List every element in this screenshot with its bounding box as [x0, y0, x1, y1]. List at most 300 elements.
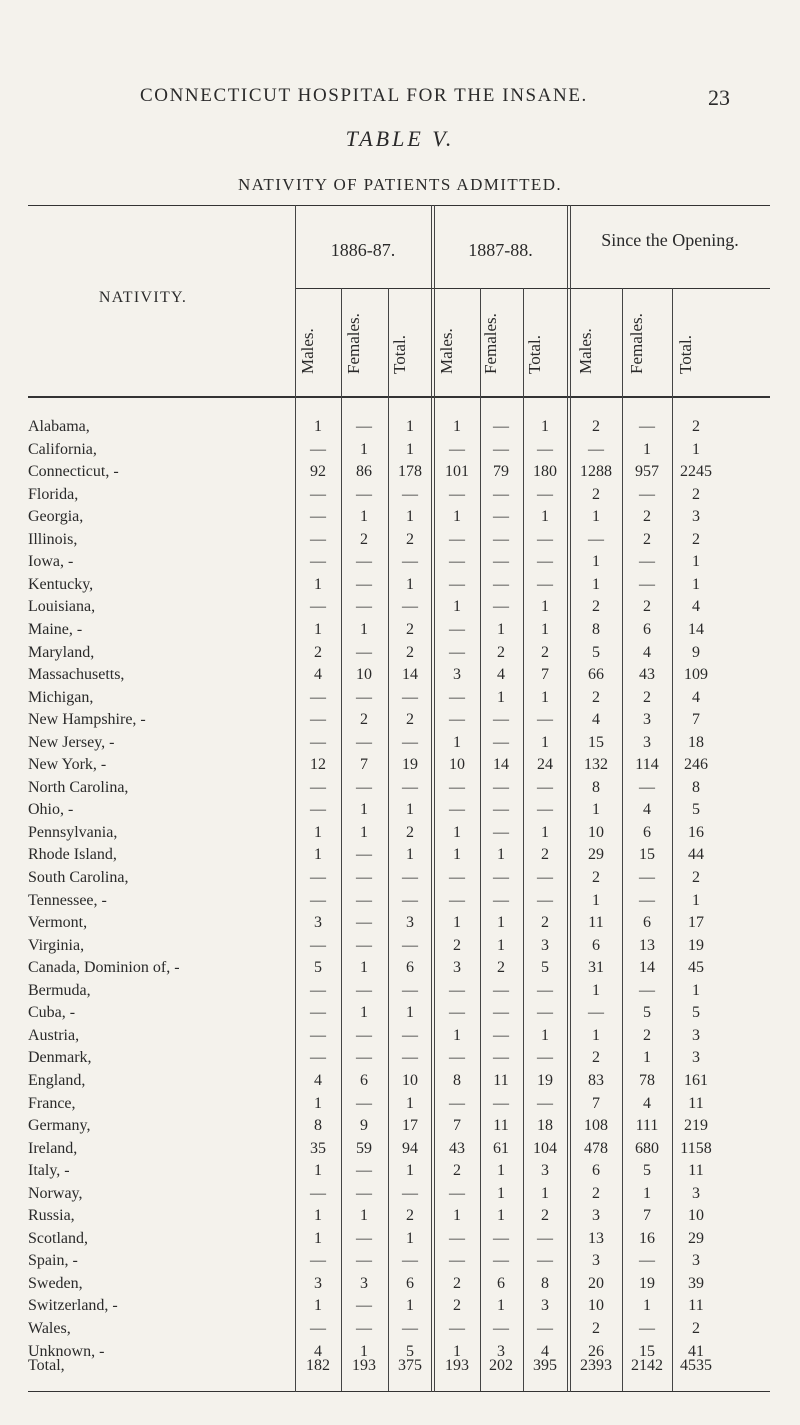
- row-value: —: [356, 1297, 372, 1315]
- row-value: 2: [406, 530, 414, 548]
- row-value: 1: [541, 508, 549, 526]
- row-value: —: [493, 1004, 509, 1022]
- row-value: 5: [692, 801, 700, 819]
- row-value: 4535: [680, 1357, 712, 1374]
- table-row: [0, 598, 800, 617]
- row-value: —: [356, 643, 372, 661]
- row-value: —: [537, 801, 553, 819]
- row-value: —: [402, 553, 418, 571]
- row-value: 8: [592, 620, 600, 638]
- row-value: —: [537, 530, 553, 548]
- row-value: 1: [643, 440, 651, 458]
- row-value: —: [449, 643, 465, 661]
- row-value: —: [537, 778, 553, 796]
- row-nativity: Connecticut, -: [28, 463, 119, 481]
- row-value: —: [493, 485, 509, 503]
- row-value: —: [356, 418, 372, 435]
- row-nativity: Tennessee, -: [28, 891, 107, 909]
- row-value: 78: [639, 1071, 655, 1089]
- row-value: 19: [639, 1274, 655, 1292]
- row-value: 1: [314, 823, 322, 841]
- row-value: 109: [684, 666, 708, 684]
- row-value: 6: [643, 620, 651, 638]
- row-nativity: Florida,: [28, 485, 79, 503]
- row-value: —: [449, 1252, 465, 1270]
- group-rule: [295, 288, 770, 289]
- row-value: 5: [314, 959, 322, 977]
- row-value: 1: [406, 1094, 414, 1112]
- row-value: 1: [541, 418, 549, 435]
- row-value: 9: [360, 1117, 368, 1135]
- row-value: 1288: [580, 463, 612, 481]
- table-row: [0, 1230, 800, 1249]
- row-value: 35: [310, 1139, 326, 1157]
- row-value: —: [493, 440, 509, 458]
- row-value: 108: [584, 1117, 608, 1135]
- row-value: —: [402, 778, 418, 796]
- row-value: —: [402, 1049, 418, 1067]
- row-value: 1: [314, 1297, 322, 1315]
- table-row: [0, 531, 800, 550]
- row-value: 1: [592, 575, 600, 593]
- row-value: 2: [453, 1274, 461, 1292]
- row-value: 20: [588, 1274, 604, 1292]
- row-value: —: [310, 598, 326, 616]
- row-nativity: Rhode Island,: [28, 846, 117, 864]
- table-row: [0, 1004, 800, 1023]
- row-value: 111: [635, 1117, 659, 1135]
- row-value: —: [356, 914, 372, 932]
- table-row: [0, 553, 800, 572]
- row-value: 43: [639, 666, 655, 684]
- row-value: —: [449, 1049, 465, 1067]
- row-value: —: [310, 1252, 326, 1270]
- row-value: 59: [356, 1139, 372, 1157]
- table-row: [0, 1185, 800, 1204]
- table-row: [0, 869, 800, 888]
- row-value: 8: [541, 1274, 549, 1292]
- row-value: 1: [406, 575, 414, 593]
- row-value: 4: [692, 598, 700, 616]
- row-value: —: [402, 981, 418, 999]
- table-row: [0, 1117, 800, 1136]
- row-value: 2: [541, 846, 549, 864]
- table-row: [0, 779, 800, 798]
- row-value: 1: [360, 959, 368, 977]
- row-value: —: [493, 1252, 509, 1270]
- row-value: 478: [584, 1139, 608, 1157]
- row-value: 3: [314, 914, 322, 932]
- row-value: 1: [360, 620, 368, 638]
- row-nativity: Maine, -: [28, 620, 83, 638]
- row-value: 2: [453, 936, 461, 954]
- row-value: 4: [643, 643, 651, 661]
- row-value: 1: [406, 508, 414, 526]
- row-nativity: Ireland,: [28, 1139, 78, 1157]
- row-value: —: [310, 891, 326, 909]
- row-value: 1: [453, 508, 461, 526]
- col-header-males: Males.: [437, 328, 456, 374]
- row-nativity: Alabama,: [28, 418, 90, 435]
- row-value: 3: [453, 666, 461, 684]
- table-row: [0, 644, 800, 663]
- row-value: 39: [688, 1274, 704, 1292]
- row-value: 13: [588, 1229, 604, 1247]
- row-value: 1: [360, 1004, 368, 1022]
- row-value: 6: [406, 1274, 414, 1292]
- table-row: [0, 621, 800, 640]
- group-header-1887-88: 1887-88.: [468, 240, 533, 260]
- table-row: [0, 734, 800, 753]
- row-value: —: [639, 418, 655, 435]
- row-value: 1: [360, 801, 368, 819]
- row-value: 1: [453, 598, 461, 616]
- row-value: 2: [592, 598, 600, 616]
- row-value: 10: [356, 666, 372, 684]
- row-value: —: [493, 553, 509, 571]
- row-value: —: [402, 936, 418, 954]
- row-value: —: [639, 981, 655, 999]
- table-row: [0, 982, 800, 1001]
- row-value: —: [449, 1184, 465, 1202]
- row-value: 4: [314, 666, 322, 684]
- col-header-males: Males.: [298, 328, 317, 374]
- col-header-females: Females.: [344, 313, 363, 374]
- total-row: [0, 1357, 800, 1376]
- row-value: —: [537, 575, 553, 593]
- row-nativity: England,: [28, 1071, 86, 1089]
- row-value: 1: [314, 620, 322, 638]
- row-value: 11: [588, 914, 604, 932]
- row-nativity: Spain, -: [28, 1252, 78, 1270]
- row-nativity: Italy, -: [28, 1162, 70, 1180]
- row-value: 1: [360, 440, 368, 458]
- row-value: 8: [314, 1117, 322, 1135]
- row-value: —: [356, 1094, 372, 1112]
- row-value: —: [310, 1049, 326, 1067]
- row-value: 1: [541, 598, 549, 616]
- row-value: —: [537, 440, 553, 458]
- table-row: [0, 959, 800, 978]
- row-value: 3: [541, 1297, 549, 1315]
- row-value: 1: [453, 1026, 461, 1044]
- row-value: —: [639, 1320, 655, 1337]
- row-value: 101: [445, 463, 469, 481]
- bottom-rule: [28, 1391, 770, 1392]
- row-value: 2: [360, 711, 368, 729]
- row-value: —: [402, 1184, 418, 1202]
- row-value: —: [639, 1252, 655, 1270]
- row-value: 7: [541, 666, 549, 684]
- row-value: 5: [643, 1162, 651, 1180]
- row-value: 61: [493, 1139, 509, 1157]
- row-nativity: New Jersey, -: [28, 733, 115, 751]
- row-value: 161: [684, 1071, 708, 1089]
- row-value: 5: [541, 959, 549, 977]
- row-value: 11: [688, 1162, 704, 1180]
- row-nativity: New York, -: [28, 756, 107, 774]
- row-value: —: [449, 620, 465, 638]
- col-header-total: Total.: [390, 335, 409, 374]
- row-value: —: [310, 778, 326, 796]
- row-value: —: [493, 823, 509, 841]
- row-value: —: [493, 1094, 509, 1112]
- row-value: 1: [497, 1184, 505, 1202]
- row-value: —: [537, 1252, 553, 1270]
- row-value: —: [493, 981, 509, 999]
- row-value: 5: [692, 1004, 700, 1022]
- row-value: —: [356, 869, 372, 886]
- row-value: —: [639, 553, 655, 571]
- row-value: 6: [592, 1162, 600, 1180]
- page-header-title: CONNECTICUT HOSPITAL FOR THE INSANE.: [140, 85, 588, 106]
- group-header-since-opening: Since the Opening.: [601, 230, 739, 250]
- row-value: —: [356, 1049, 372, 1067]
- row-value: —: [402, 598, 418, 616]
- row-nativity: Kentucky,: [28, 575, 94, 593]
- table-row: [0, 711, 800, 730]
- row-value: 3: [643, 733, 651, 751]
- row-value: —: [493, 598, 509, 616]
- row-value: 2: [692, 530, 700, 548]
- row-value: 12: [310, 756, 326, 774]
- row-value: —: [449, 711, 465, 729]
- row-value: 79: [493, 463, 509, 481]
- page-number: 23: [708, 85, 730, 110]
- row-value: 3: [360, 1274, 368, 1292]
- row-value: 1: [453, 733, 461, 751]
- row-value: 1: [406, 1004, 414, 1022]
- row-value: 24: [537, 756, 553, 774]
- row-value: 1: [592, 891, 600, 909]
- row-value: —: [310, 1026, 326, 1044]
- row-value: 1: [692, 575, 700, 593]
- row-value: 1: [314, 1207, 322, 1225]
- row-value: 4: [314, 1342, 322, 1360]
- row-value: 3: [453, 959, 461, 977]
- row-value: —: [493, 530, 509, 548]
- row-value: 7: [643, 1207, 651, 1225]
- row-value: 1: [497, 688, 505, 706]
- row-value: 1: [692, 981, 700, 999]
- row-value: —: [402, 869, 418, 886]
- row-value: 10: [449, 756, 465, 774]
- row-value: 2: [592, 418, 600, 435]
- row-value: 132: [584, 756, 608, 774]
- row-value: —: [310, 485, 326, 503]
- row-value: —: [449, 869, 465, 886]
- row-value: —: [356, 778, 372, 796]
- row-value: 2: [497, 959, 505, 977]
- table-row: [0, 486, 800, 505]
- table-row: [0, 824, 800, 843]
- row-value: 2: [592, 1320, 600, 1337]
- row-value: 1: [406, 801, 414, 819]
- table-row: [0, 689, 800, 708]
- row-value: 1: [497, 1162, 505, 1180]
- row-value: 2: [692, 1320, 700, 1337]
- row-value: 11: [688, 1094, 704, 1112]
- row-value: 1: [360, 1342, 368, 1360]
- row-value: —: [639, 869, 655, 886]
- row-value: —: [639, 891, 655, 909]
- row-value: 182: [306, 1357, 330, 1374]
- row-value: 2: [643, 508, 651, 526]
- row-value: —: [493, 711, 509, 729]
- page-header: [140, 85, 730, 110]
- row-value: 2: [541, 643, 549, 661]
- row-value: 6: [360, 1071, 368, 1089]
- table-row: [0, 576, 800, 595]
- row-value: —: [493, 1229, 509, 1247]
- row-nativity: New Hampshire, -: [28, 711, 146, 729]
- row-value: —: [639, 485, 655, 503]
- row-value: —: [310, 1004, 326, 1022]
- row-value: 29: [688, 1229, 704, 1247]
- row-nativity: Pennsylvania,: [28, 823, 118, 841]
- row-value: 1: [643, 1184, 651, 1202]
- row-value: —: [356, 688, 372, 706]
- row-nativity: Denmark,: [28, 1049, 92, 1067]
- row-value: —: [537, 1320, 553, 1337]
- row-value: —: [449, 1004, 465, 1022]
- row-nativity: Sweden,: [28, 1274, 83, 1292]
- row-value: —: [588, 1004, 604, 1022]
- row-value: —: [356, 553, 372, 571]
- row-value: 7: [360, 756, 368, 774]
- row-value: 3: [541, 936, 549, 954]
- row-value: —: [356, 485, 372, 503]
- row-value: 1: [453, 418, 461, 435]
- row-value: —: [537, 711, 553, 729]
- row-value: —: [537, 981, 553, 999]
- row-value: —: [310, 440, 326, 458]
- row-value: 1: [453, 846, 461, 864]
- row-value: 14: [402, 666, 418, 684]
- row-value: —: [356, 733, 372, 751]
- row-value: —: [310, 1184, 326, 1202]
- row-value: —: [310, 530, 326, 548]
- row-value: —: [310, 733, 326, 751]
- row-value: —: [356, 981, 372, 999]
- row-value: —: [310, 1320, 326, 1337]
- row-value: 1: [592, 508, 600, 526]
- row-value: 29: [588, 846, 604, 864]
- row-value: 5: [406, 1342, 414, 1360]
- row-value: —: [537, 553, 553, 571]
- row-value: 395: [533, 1357, 557, 1374]
- row-value: 1: [592, 801, 600, 819]
- table-row: [0, 463, 800, 482]
- row-value: 8: [592, 778, 600, 796]
- row-value: 1: [541, 1184, 549, 1202]
- row-value: —: [449, 891, 465, 909]
- table-row: [0, 1207, 800, 1226]
- row-value: 1: [497, 914, 505, 932]
- row-value: 1: [541, 688, 549, 706]
- row-value: 16: [688, 823, 704, 841]
- row-nativity: Germany,: [28, 1117, 91, 1135]
- row-value: 2: [592, 1049, 600, 1067]
- table-subtitle: NATIVITY OF PATIENTS ADMITTED.: [237, 175, 563, 194]
- row-value: 15: [588, 733, 604, 751]
- row-value: 2: [541, 914, 549, 932]
- row-value: 83: [588, 1071, 604, 1089]
- row-value: 3: [541, 1162, 549, 1180]
- row-value: —: [493, 1026, 509, 1044]
- row-value: 86: [356, 463, 372, 481]
- row-value: 1: [541, 733, 549, 751]
- row-value: —: [493, 801, 509, 819]
- row-value: 7: [592, 1094, 600, 1112]
- table-row: [0, 666, 800, 685]
- row-value: 14: [493, 756, 509, 774]
- row-value: 4: [692, 688, 700, 706]
- row-value: —: [310, 869, 326, 886]
- row-nativity: Russia,: [28, 1207, 75, 1225]
- row-value: 4: [643, 801, 651, 819]
- row-value: —: [310, 553, 326, 571]
- row-value: 14: [688, 620, 704, 638]
- row-value: 19: [402, 756, 418, 774]
- row-value: 1: [497, 620, 505, 638]
- row-value: 3: [592, 1252, 600, 1270]
- row-value: —: [537, 1049, 553, 1067]
- row-value: 1158: [680, 1139, 712, 1157]
- row-value: 2: [592, 688, 600, 706]
- row-value: —: [639, 778, 655, 796]
- row-value: 94: [402, 1139, 418, 1157]
- table-row: [0, 1072, 800, 1091]
- row-value: —: [493, 508, 509, 526]
- row-value: —: [310, 801, 326, 819]
- row-nativity: Virginia,: [28, 936, 85, 954]
- row-value: —: [356, 936, 372, 954]
- row-value: —: [537, 869, 553, 886]
- row-value: —: [493, 1049, 509, 1067]
- row-nativity: North Carolina,: [28, 778, 129, 796]
- row-value: —: [449, 553, 465, 571]
- row-value: —: [449, 981, 465, 999]
- row-nativity: Ohio, -: [28, 801, 74, 819]
- row-value: 45: [688, 959, 704, 977]
- row-value: 4: [541, 1342, 549, 1360]
- row-nativity: Canada, Dominion of, -: [28, 959, 180, 977]
- row-value: 3: [692, 1049, 700, 1067]
- row-value: 9: [692, 643, 700, 661]
- row-value: 2: [453, 1297, 461, 1315]
- row-value: 1: [406, 418, 414, 435]
- row-value: 1: [314, 1229, 322, 1247]
- row-value: —: [356, 1162, 372, 1180]
- row-value: 2: [643, 1026, 651, 1044]
- row-value: 193: [445, 1357, 469, 1374]
- table-row: [0, 892, 800, 911]
- row-value: —: [310, 711, 326, 729]
- row-value: 11: [493, 1117, 509, 1135]
- row-nativity: Georgia,: [28, 508, 84, 526]
- row-value: —: [493, 869, 509, 886]
- row-nativity: Total,: [28, 1357, 65, 1374]
- row-nativity: Illinois,: [28, 530, 78, 548]
- row-value: —: [449, 778, 465, 796]
- row-value: 3: [692, 508, 700, 526]
- row-value: 2: [497, 643, 505, 661]
- row-value: 1: [592, 981, 600, 999]
- table-row: [0, 756, 800, 775]
- row-value: 10: [402, 1071, 418, 1089]
- row-value: 1: [453, 1207, 461, 1225]
